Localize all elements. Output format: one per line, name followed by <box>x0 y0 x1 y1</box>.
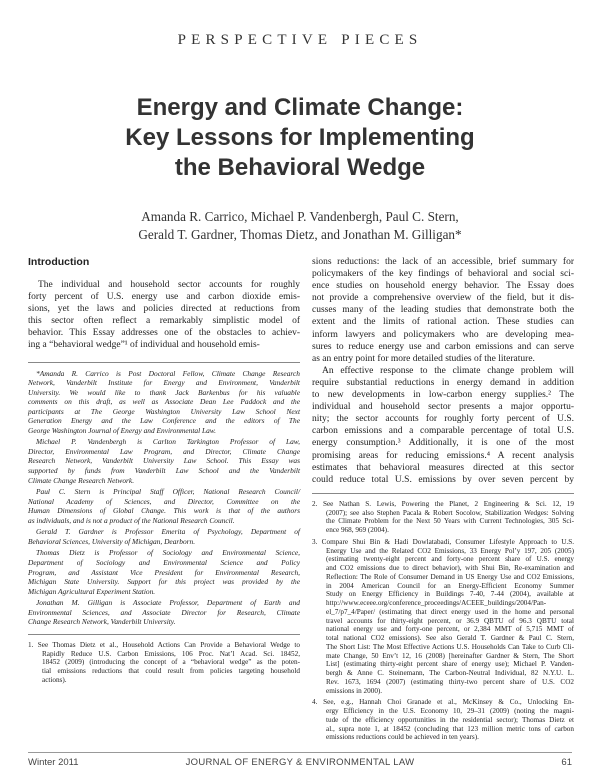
footnote-line: 4. See, e.g., Hannah Choi Granade et al., McKinsey & Co., Unlocking En- <box>312 698 574 707</box>
author-note <box>28 598 300 627</box>
note-line: Gerald T. Gardner is Professor Emerita of Psychology, Department of <box>36 527 300 537</box>
note-line: Michigan State University. Support for this project was provided by the <box>28 577 300 587</box>
title-line: the Behavioral Wedge <box>174 154 426 181</box>
footnote-line: ence 968, 969 (2004). <box>326 526 389 535</box>
body-paragraph <box>312 256 574 365</box>
body-line: The individual and household sector accounts for roughly <box>38 280 300 290</box>
body-line: could reduce total U.S. emissions by over seven percent by <box>312 474 574 485</box>
footnote-line: emissions in 2000). <box>326 686 383 695</box>
footnote-line: 1. See Thomas Dietz et al., Household Actions Can Provide a Behavioral Wedge to <box>28 640 300 649</box>
body-line: cusses many of the leading studies that demonstrate both the <box>312 305 574 316</box>
footnote-line: bergh & Anne C. Steinemann, The Carbon-Neutral Individual, 82 N.Y.U. L. <box>326 669 574 678</box>
footnote-line: tude of the efficiency opportunities in the residential sector); Thomas Dietz et <box>326 715 574 724</box>
author-notes <box>28 362 300 627</box>
footnote-line: 18452 (2009) (introducing the concept of a “behavioral wedge” as the poten- <box>42 658 300 667</box>
body-line: inform lawyers and policymakers who are developing mea- <box>312 329 574 340</box>
footnote-line: (estimating twenty-eight percent and forty-one percent share of U.S. energy <box>326 555 574 564</box>
body-line: policymakers of the key findings of behavioral and social sci- <box>312 269 574 280</box>
page-number: 61 <box>561 757 572 768</box>
author-list <box>40 208 560 243</box>
intro-paragraph <box>28 279 300 352</box>
note-line: as individuals, and is not a product of the National Research Council. <box>28 515 235 525</box>
body-line: nity; the sector accounts for roughly forty percent of U.S. <box>312 414 574 425</box>
footer-journal-name: JOURNAL OF ENERGY & ENVIRONMENTAL LAW <box>185 757 415 768</box>
note-line: Michigan Agricultural Experiment Station. <box>28 586 156 596</box>
footnote-line: http://www.eceee.org/conference_proceedings/ACEEE_buildings/2004/Pan- <box>326 599 547 608</box>
footnote-line: 3. Compare Shui Bin & Hadi Dowlatabadi, Consumer Lifestyle Approach to U.S. <box>312 537 574 546</box>
body-paragraph <box>312 365 574 486</box>
footnote-line: the Climate Problem for the Next 50 Years with Current Technologies, 305 Sci- <box>326 517 574 526</box>
note-line: Generation Energy and the Law Conference and the editors of The <box>28 416 300 426</box>
footnote-1 <box>28 641 300 685</box>
body-line: ing a “behavioral wedge”¹ of individual and household emis- <box>28 340 260 351</box>
body-line: this sector often reflect a remarkably simplistic model of <box>28 316 300 327</box>
footnote-line: 2. See Nathan S. Lewis, Powering the Planet, 2 Engineering & Sci. 12, 19 <box>312 499 574 508</box>
note-line: George Washington Journal of Energy and Environmental Law. <box>28 425 217 435</box>
body-line: sions reductions: the lack of an accessible, brief summary for <box>312 257 574 267</box>
body-line: estimates that behavioral measures directed at this sector <box>312 462 574 473</box>
page-footer <box>28 752 572 771</box>
footnote-3 <box>312 538 574 696</box>
note-line: Paul C. Stern is Principal Staff Officer, National Research Council/ <box>36 487 300 497</box>
author-note <box>28 487 300 525</box>
body-line: carbon emissions and a comparable percentage of total U.S. <box>312 426 574 437</box>
body-line: to new developments in low-carbon energy supplies.² The <box>312 390 574 401</box>
footnote-line: el_7/p7_4/Paper/ (estimating that direct energy used in the home and personal <box>326 607 574 616</box>
footnote-line: List] (estimating thirty-eight percent share of energy use); Michael P. Vanden- <box>326 660 574 669</box>
note-line: Research Network, Vanderbilt University Law School. This Essay was <box>28 456 300 466</box>
body-line: behavior. This Essay addresses one of the obstacles to achiev- <box>28 328 300 339</box>
right-column <box>312 256 574 745</box>
note-line: *Amanda R. Carrico is Post Doctoral Fellow, Climate Change Research <box>36 368 300 378</box>
note-line: Network, Vanderbilt Institute for Energy and Environment, Vanderbilt <box>28 378 300 388</box>
body-line: require substantial reductions in energy demand in addition <box>312 377 574 388</box>
footnote-line: al., supra note 1, at 18452 (concluding that 123 million metric tons of carbon <box>326 724 574 733</box>
footnote-line: and CO2 emissions due to direct behavior), with Shui Bin, Re-examination and <box>326 564 574 573</box>
note-line: Human Dimensions of Global Change. This work is that of the authors <box>28 506 300 516</box>
footnote-line: tial emissions reductions that could result from policies targeting household <box>42 667 300 676</box>
body-line: ence studies on household energy behavior. The Essay does <box>312 281 574 292</box>
body-line: forty percent of U.S. energy use and carbon dioxide emis- <box>28 292 300 303</box>
author-note <box>28 548 300 596</box>
footer-issue: Winter 2011 <box>28 757 79 768</box>
footnote-line: Rev. 1673, 1694 (2007) (estimating thirty-two percent share of U.S. CO2 <box>326 677 574 686</box>
body-line: promising areas for reducing emissions.⁴ A recent analysis <box>312 450 574 461</box>
author-note <box>28 437 300 485</box>
section-header: PERSPECTIVE PIECES <box>177 32 423 48</box>
footnote-line: Reflection: The Role of Consumer Demand in US Energy Use and CO2 Emissions, <box>326 572 574 581</box>
author-line: Gerald T. Gardner, Thomas Dietz, and Jonathan M. Gilligan* <box>138 226 462 242</box>
author-line: Amanda R. Carrico, Michael P. Vandenbergh, Paul C. Stern, <box>141 209 459 224</box>
footnote-line: in 2004 American Council for an Energy-Efficient Economy Summer <box>326 581 574 590</box>
footnote-line: national energy use and forty-one percent, or 2,384 MMT of 5,715 MMT of <box>326 625 574 634</box>
footnote-line: Rapidly Reduce U.S. Carbon Emissions, 106 Proc. Nat’l Acad. Sci. 18452, <box>42 649 300 658</box>
footnotes-left <box>28 634 300 685</box>
body-line: energy consumption.³ Additionally, it is one of the most <box>312 438 574 449</box>
left-column <box>28 256 300 688</box>
note-line: University. We would like to thank Jack Barkenbus for his valuable <box>28 387 300 397</box>
footnotes-right <box>312 493 574 742</box>
body-line: not provide a comprehensive overview of the field, but it dis- <box>312 293 574 304</box>
footnote-line: Energy Use and the Related CO2 Emissions, 33 Energy Pol’y 197, 205 (2005) <box>326 546 574 555</box>
note-line: Department of Sociology and Environmental Science and Policy <box>28 557 300 567</box>
footnote-line: (2007); see also Stephen Pacala & Robert Socolow, Stabilization Wedges: Solving <box>326 508 574 517</box>
note-line: participants at The George Washington University Law School Next <box>28 406 300 416</box>
note-line: comments on this draft, as well as Associate Dean Lee Paddock and the <box>28 397 300 407</box>
footnote-4 <box>312 698 574 742</box>
footnote-line: ergy Efficiency in the U.S. Economy 10, 29–31 (2009) (noting the magni- <box>326 707 574 716</box>
title-line: Energy and Climate Change: <box>136 94 464 121</box>
footnote-line: Study on Energy Efficiency in Buildings 7-40, 7-44 (2004), available at <box>326 590 574 599</box>
footnote-line: mate Change, 50 Env’t 12, 16 (2008) [hereinafter Gardner & Stern, The Short <box>326 651 574 660</box>
footnote-line: travel accounts for thirty-eight percent, or 36.9 QBTU of 96.3 QBTU total <box>326 616 574 625</box>
footnote-line: total national CO2 emissions). See also Gerald T. Gardner & Paul C. Stern, <box>326 634 574 643</box>
footnote-line: actions). <box>42 675 67 684</box>
body-line: An effective response to the climate change problem will <box>322 365 574 376</box>
note-line: National Academy of Sciences, and Director, Committee on the <box>28 496 300 506</box>
note-line: Michael P. Vandenbergh is Carlton Tarkington Professor of Law, <box>36 437 300 447</box>
author-note <box>28 369 300 436</box>
title-line: Key Lessons for Implementing <box>125 124 475 151</box>
note-line: Change Research Network, Vanderbilt University. <box>28 617 176 627</box>
note-line: supported by funds from Vanderbilt Law School and the Vanderbilt <box>28 466 300 476</box>
note-line: Program, and Assistant Vice President for Environmental Research, <box>28 567 300 577</box>
note-line: Behavioral Sciences, University of Michigan, Dearborn. <box>28 536 196 546</box>
note-line: Environmental Sciences, and Associate Director for Research, Climate <box>28 607 300 617</box>
note-line: Thomas Dietz is Professor of Sociology and Environmental Science, <box>36 548 300 558</box>
body-line: as an entry point for more detailed studies of the literature. <box>312 353 535 364</box>
footnote-line: The Short List: The Most Effective Actions U.S. Households Can Take to Curb Cli- <box>326 642 574 651</box>
footnote-2 <box>312 500 574 535</box>
section-heading-introduction: Introduction <box>28 256 90 268</box>
author-note <box>28 527 300 546</box>
note-line: Climate Change Research Network. <box>28 475 135 485</box>
body-line: sures to reduce energy use and carbon emissions and can serve <box>312 341 574 352</box>
body-line: extent and the limits of rational action. These studies can <box>312 317 574 328</box>
article-title <box>40 93 560 183</box>
footnote-line: emissions reductions could be achieved in ten years). <box>326 733 479 742</box>
body-line: sions, yet the laws and policies directed at reductions from <box>28 304 300 315</box>
note-line: Director, Environmental Law Program, and Director, Climate Change <box>28 446 300 456</box>
note-line: Jonathan M. Gilligan is Associate Professor, Department of Earth and <box>36 598 300 608</box>
body-line: individual and household sector presents a major opportu- <box>312 402 574 413</box>
